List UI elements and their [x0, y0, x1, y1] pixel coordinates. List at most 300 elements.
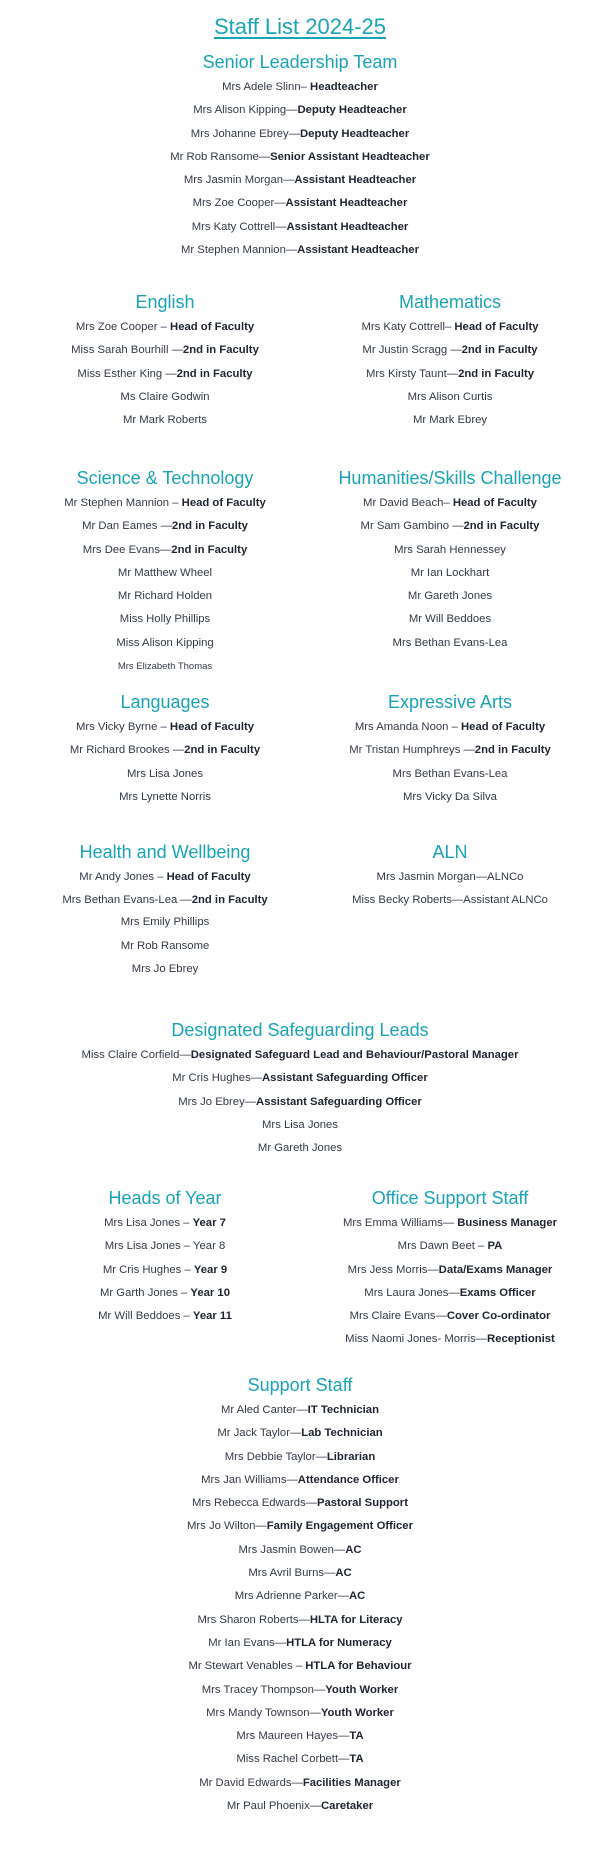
- staff-entry: [30, 515, 300, 538]
- staff-name: Mrs Maureen Hayes: [236, 1730, 339, 1743]
- separator: —: [460, 744, 475, 757]
- staff-name: Mrs Rebecca Edwards: [192, 1497, 306, 1510]
- separator: —: [427, 1263, 439, 1276]
- staff-entry: [30, 539, 300, 562]
- section-senior-leadership-team: [0, 50, 600, 262]
- separator: —: [338, 1730, 350, 1743]
- separator: –: [292, 1660, 306, 1673]
- staff-name: Mrs Elizabeth Thomas: [117, 661, 213, 673]
- separator: —: [337, 1590, 349, 1603]
- separator: —: [244, 1095, 257, 1108]
- staff-name: Mrs Jasmin Morgan—ALNCo: [376, 871, 524, 883]
- staff-role: Assistant Headteacher: [294, 174, 417, 187]
- section-heading: Office Support Staff: [371, 1188, 529, 1208]
- staff-role: 2nd in Faculty: [171, 520, 248, 533]
- separator: —: [286, 1473, 298, 1486]
- separator: —: [447, 344, 462, 357]
- staff-entry: [0, 1446, 600, 1469]
- staff-role: 2nd in Faculty: [191, 894, 268, 907]
- staff-role: 2nd in Faculty: [184, 744, 261, 757]
- staff-role: Business Manager: [457, 1217, 558, 1229]
- separator: –: [169, 497, 182, 509]
- staff-entry: [0, 1609, 600, 1632]
- staff-name: Mrs Jasmin Bowen: [238, 1543, 334, 1556]
- staff-name: Mr Sam Gambino: [360, 520, 450, 533]
- separator: —: [291, 1776, 303, 1789]
- separator: —: [446, 367, 459, 380]
- staff-entry: [0, 1137, 600, 1160]
- staff-role: Cover Co-ordinator: [446, 1310, 551, 1323]
- staff-role: Deputy Headteacher: [297, 104, 407, 117]
- separator: —: [285, 244, 298, 257]
- staff-name: Mrs Adele Slinn: [222, 81, 301, 93]
- staff-entry: [30, 585, 300, 608]
- staff-entry: [0, 99, 600, 122]
- staff-role: Attendance Officer: [297, 1473, 399, 1486]
- staff-name: Ms Claire Godwin: [120, 390, 210, 403]
- staff-entry: [0, 239, 600, 262]
- staff-role: Librarian: [326, 1450, 376, 1463]
- section-heads-of-year: [30, 1186, 300, 1328]
- staff-name: Mr Cris Hughes: [102, 1263, 182, 1276]
- staff-name: Mrs Adrienne Parker: [234, 1590, 338, 1603]
- staff-name: Mrs Jo Ebrey: [131, 962, 199, 975]
- staff-role: Receptionist: [487, 1333, 555, 1346]
- section-heading: Senior Leadership Team: [202, 52, 398, 72]
- separator: —: [298, 1613, 310, 1626]
- staff-name: Mr Justin Scragg: [362, 344, 448, 357]
- staff-name: Mrs Lisa Jones: [104, 1217, 181, 1229]
- staff-entry: [0, 1702, 600, 1725]
- staff-entry: [0, 1539, 600, 1562]
- staff-role: Facilities Manager: [302, 1776, 401, 1789]
- separator: –: [180, 1217, 193, 1229]
- staff-entry: [0, 1772, 600, 1795]
- staff-name: Mr Ian Evans: [208, 1636, 275, 1649]
- staff-name: Miss Claire Corfield: [81, 1049, 180, 1061]
- section-office-support-staff: [300, 1186, 600, 1352]
- staff-name: Mrs Bethan Evans-Lea: [62, 894, 178, 907]
- staff-entry: [0, 1795, 600, 1818]
- staff-entry: [300, 1305, 600, 1328]
- staff-entry: [0, 1748, 600, 1771]
- separator: —: [448, 1286, 460, 1299]
- staff-role: Head of Faculty: [169, 721, 255, 733]
- staff-entry: [300, 1235, 600, 1258]
- staff-role: Assistant Headteacher: [285, 197, 408, 210]
- separator: —: [283, 174, 295, 187]
- staff-role: HLTA for Literacy: [309, 1613, 403, 1626]
- staff-name: Mrs Bethan Evans-Lea: [392, 767, 508, 780]
- staff-role: 2nd in Faculty: [463, 520, 540, 533]
- staff-name: Mrs Lisa Jones: [262, 1118, 338, 1131]
- staff-name: Mrs Dee Evans: [82, 543, 160, 556]
- staff-role: Assistant Safeguarding Officer: [262, 1072, 428, 1085]
- staff-name: Mr Cris Hughes: [172, 1072, 251, 1085]
- staff-name: Mr Paul Phoenix: [226, 1800, 310, 1813]
- staff-role: Assistant Headteacher: [297, 244, 419, 257]
- section-designated-safeguarding-leads: [0, 1018, 600, 1160]
- staff-role: Youth Worker: [325, 1683, 399, 1696]
- staff-name: Mrs Debbie Taylor: [224, 1450, 316, 1463]
- staff-role: 2nd in Faculty: [176, 367, 253, 380]
- staff-entry: [300, 716, 600, 739]
- staff-entry: [0, 169, 600, 192]
- separator: —: [179, 1049, 191, 1061]
- staff-name: Mr Ian Lockhart: [410, 566, 490, 579]
- staff-role: Year 11: [192, 1310, 232, 1323]
- separator: —: [289, 1427, 302, 1440]
- staff-entry: [300, 1328, 600, 1351]
- staff-entry: [0, 76, 600, 99]
- staff-name: Mrs Zoe Cooper: [75, 321, 158, 333]
- section-heading: Humanities/Skills Challenge: [338, 468, 562, 488]
- staff-entry: [30, 386, 300, 409]
- separator: —: [296, 1404, 308, 1416]
- section-mathematics: [300, 290, 600, 432]
- staff-name: Mr Rob Ransome: [120, 939, 210, 952]
- separator: –: [448, 721, 461, 733]
- staff-role: 2nd in Faculty: [474, 744, 551, 757]
- staff-name: Mr Andy Jones: [79, 871, 155, 883]
- staff-entry: [30, 1235, 300, 1258]
- staff-name: Miss Becky Roberts—Assistant ALNCo: [352, 894, 548, 907]
- staff-name: Mr Aled Canter: [221, 1404, 297, 1416]
- staff-role: Head of Faculty: [454, 321, 539, 333]
- staff-entry: [30, 608, 300, 631]
- staff-entry: [30, 911, 300, 934]
- staff-name: Mrs Kirsty Taunt: [365, 367, 447, 380]
- separator: –: [154, 871, 167, 883]
- staff-entry: [0, 1492, 600, 1515]
- staff-name: Mr Jack Taylor: [217, 1427, 290, 1440]
- separator: –: [474, 1240, 488, 1253]
- separator: —: [168, 344, 183, 357]
- staff-role: Head of Faculty: [461, 721, 546, 733]
- staff-name: Miss Alison Kipping: [116, 636, 214, 649]
- staff-entry: [300, 562, 600, 585]
- staff-role: IT Technician: [307, 1404, 379, 1416]
- staff-entry: [300, 632, 600, 655]
- staff-entry: [0, 1067, 600, 1090]
- staff-name: Mr Gareth Jones: [407, 590, 493, 603]
- staff-entry: [0, 1725, 600, 1748]
- section-heading: ALN: [432, 842, 468, 862]
- staff-entry: [300, 866, 600, 889]
- separator: —: [159, 543, 172, 556]
- separator: —: [309, 1800, 322, 1813]
- staff-entry: [0, 1562, 600, 1585]
- staff-name: Mrs Vicky Byrne: [75, 721, 158, 733]
- staff-entry: [0, 146, 600, 169]
- staff-name: Mrs Tracey Thompson: [201, 1683, 314, 1696]
- staff-role: Year 7: [192, 1217, 226, 1229]
- separator: –: [157, 321, 171, 333]
- staff-name: Mrs Jess Morris: [347, 1263, 428, 1276]
- staff-entry: [30, 632, 300, 655]
- staff-entry: [30, 409, 300, 432]
- section-heading: Expressive Arts: [387, 692, 513, 712]
- staff-name: Mrs Jan Williams: [201, 1473, 287, 1486]
- staff-entry: [0, 123, 600, 146]
- section-heading: Health and Wellbeing: [79, 842, 251, 862]
- section-science-technology: [30, 466, 300, 678]
- staff-entry: [0, 216, 600, 239]
- separator: —: [475, 1333, 488, 1346]
- staff-entry: [0, 1044, 600, 1067]
- staff-entry: [30, 1305, 300, 1328]
- staff-role: Assistant Safeguarding Officer: [256, 1095, 422, 1108]
- separator: –: [181, 1263, 194, 1276]
- section-expressive-arts: [300, 690, 600, 809]
- separator: —: [286, 104, 298, 117]
- staff-name: Mrs Sarah Hennessey: [394, 543, 506, 556]
- staff-role: Data/Exams Manager: [438, 1263, 553, 1276]
- separator: —: [435, 1310, 447, 1323]
- staff-name: Miss Naomi Jones- Morris: [345, 1333, 476, 1346]
- staff-role: Head of Faculty: [166, 871, 251, 883]
- staff-entry: [30, 866, 300, 889]
- staff-entry: [30, 763, 300, 786]
- staff-role: Deputy Headteacher: [300, 127, 410, 140]
- staff-name: Mr Stewart Venables: [188, 1660, 293, 1673]
- staff-entry: [30, 935, 300, 958]
- staff-entry: [30, 562, 300, 585]
- staff-entry: [30, 339, 300, 362]
- staff-role: Head of Faculty: [181, 497, 266, 509]
- staff-entry: [300, 585, 600, 608]
- separator: —: [177, 894, 192, 907]
- staff-name: Mr Stephen Mannion: [64, 497, 170, 509]
- staff-entry: [30, 716, 300, 739]
- staff-role: AC: [348, 1590, 366, 1603]
- staff-entry: [30, 958, 300, 981]
- staff-entry: [30, 1259, 300, 1282]
- staff-entry: [0, 192, 600, 215]
- staff-name: Mrs Bethan Evans-Lea: [392, 636, 508, 649]
- staff-entry: [300, 1212, 600, 1235]
- staff-entry: [300, 763, 600, 786]
- staff-entry: [0, 1422, 600, 1445]
- staff-name: Mr Matthew Wheel: [117, 566, 213, 579]
- section-heading: English: [135, 292, 195, 312]
- staff-name: Mr David Beach: [363, 497, 444, 509]
- staff-entry: [300, 1259, 600, 1282]
- staff-entry: [300, 539, 600, 562]
- staff-name: Mrs Vicky Da Silva: [403, 790, 497, 803]
- staff-name: Mrs Lisa Jones – Year 8: [104, 1240, 226, 1253]
- staff-name: Mrs Emily Phillips: [120, 916, 210, 929]
- staff-name: Mr Mark Ebrey: [412, 414, 488, 427]
- separator: —: [250, 1072, 263, 1085]
- staff-role: 2nd in Faculty: [182, 344, 259, 357]
- separator: —: [169, 744, 185, 757]
- staff-role: Designated Safeguard Lead and Behaviour/Pastoral Manager: [190, 1049, 519, 1061]
- staff-entry: [30, 316, 300, 339]
- staff-name: Mrs Claire Evans: [349, 1310, 436, 1323]
- separator: —: [274, 197, 286, 210]
- staff-entry: [0, 1091, 600, 1114]
- separator: —: [258, 150, 271, 163]
- staff-role: Head of Faculty: [452, 497, 537, 509]
- separator: —: [324, 1567, 336, 1580]
- staff-name: Mr Will Beddoes: [98, 1310, 181, 1323]
- staff-role: Senior Assistant Headteacher: [270, 150, 430, 163]
- staff-entry: [300, 786, 600, 809]
- staff-entry: [300, 316, 600, 339]
- staff-name: Mrs Sharon Roberts: [197, 1613, 299, 1626]
- staff-name: Mrs Jo Wilton: [187, 1520, 256, 1533]
- staff-role: HTLA for Behaviour: [305, 1660, 412, 1673]
- separator: —: [288, 127, 300, 140]
- staff-entry: [300, 492, 600, 515]
- staff-name: Mrs Lisa Jones: [127, 767, 203, 780]
- staff-name: Miss Rachel Corbett: [236, 1753, 339, 1766]
- staff-name: Miss Holly Phillips: [119, 613, 211, 626]
- staff-entry: [300, 386, 600, 409]
- staff-role: Headteacher: [310, 81, 378, 93]
- staff-entry: [30, 1282, 300, 1305]
- staff-entry: [0, 1655, 600, 1678]
- staff-name: Mrs Dawn Beet: [397, 1240, 475, 1253]
- staff-name: Mr Garth Jones: [100, 1286, 178, 1299]
- staff-role: Year 10: [190, 1286, 230, 1299]
- staff-role: AC: [335, 1567, 352, 1580]
- staff-name: Mr Mark Roberts: [122, 414, 208, 427]
- staff-name: Mr Rob Ransome: [170, 150, 259, 163]
- staff-entry: [30, 492, 300, 515]
- separator: —: [309, 1706, 321, 1719]
- staff-entry: [300, 889, 600, 912]
- staff-name: Mrs Katy Cottrell: [361, 321, 445, 333]
- staff-role: Assistant Headteacher: [286, 220, 409, 233]
- staff-name: Mr Gareth Jones: [257, 1142, 343, 1155]
- staff-role: PA: [487, 1240, 503, 1253]
- staff-name: Mrs Jo Ebrey: [178, 1095, 245, 1108]
- separator: –: [157, 721, 170, 733]
- staff-role: TA: [349, 1753, 364, 1766]
- staff-entry: [0, 1632, 600, 1655]
- staff-role: Lab Technician: [301, 1427, 383, 1440]
- staff-role: 2nd in Faculty: [171, 543, 248, 556]
- staff-role: 2nd in Faculty: [461, 344, 538, 357]
- staff-entry: [0, 1515, 600, 1538]
- staff-name: Mrs Laura Jones: [364, 1286, 449, 1299]
- separator: —: [338, 1753, 350, 1766]
- staff-entry: [300, 608, 600, 631]
- separator: —: [442, 1217, 458, 1229]
- staff-name: Mrs Lynette Norris: [119, 790, 211, 803]
- section-heading: Science & Technology: [76, 468, 254, 488]
- staff-entry: [300, 515, 600, 538]
- staff-entry: [30, 786, 300, 809]
- staff-entry: [300, 339, 600, 362]
- staff-name: Miss Sarah Bourhill: [71, 344, 169, 357]
- staff-entry: [300, 1282, 600, 1305]
- staff-name: Mr Will Beddoes: [408, 613, 492, 626]
- separator: —: [333, 1543, 346, 1556]
- section-aln: [300, 840, 600, 913]
- section-heading: Languages: [120, 692, 210, 712]
- section-heading: Heads of Year: [108, 1188, 222, 1208]
- separator: —: [315, 1450, 327, 1463]
- staff-entry: [30, 363, 300, 386]
- staff-entry: [30, 739, 300, 762]
- staff-role: TA: [349, 1730, 364, 1743]
- staff-name: Miss Esther King: [77, 367, 163, 380]
- staff-name: Mrs Emma Williams: [342, 1217, 443, 1229]
- separator: —: [157, 520, 172, 533]
- staff-name: Mr Dan Eames: [82, 520, 158, 533]
- staff-entry: [30, 1212, 300, 1235]
- staff-name: Mrs Amanda Noon: [354, 721, 449, 733]
- staff-name: Mrs Alison Kipping: [193, 104, 287, 117]
- staff-name: Mr David Edwards: [199, 1776, 292, 1789]
- staff-entry: [0, 1399, 600, 1422]
- staff-name: Mrs Avril Burns: [248, 1567, 325, 1580]
- separator: —: [274, 1636, 287, 1649]
- staff-name: Mrs Katy Cottrell: [191, 220, 276, 233]
- section-humanities-skills-challenge: [300, 466, 600, 655]
- staff-role: Caretaker: [321, 1800, 374, 1813]
- separator: –: [177, 1286, 191, 1299]
- staff-role: Youth Worker: [320, 1706, 394, 1719]
- staff-name: Mrs Mandy Townson: [206, 1706, 310, 1719]
- staff-name: Mrs Alison Curtis: [407, 390, 493, 403]
- staff-role: Family Engagement Officer: [266, 1520, 413, 1533]
- separator: –: [180, 1310, 193, 1323]
- staff-name: Mrs Johanne Ebrey: [190, 127, 289, 140]
- separator: —: [305, 1497, 317, 1510]
- staff-name: Mr Richard Brookes: [69, 744, 170, 757]
- separator: –: [444, 321, 455, 333]
- separator: —: [275, 220, 287, 233]
- staff-name: Mrs Zoe Cooper: [192, 197, 275, 210]
- staff-entry: [300, 739, 600, 762]
- separator: –: [300, 81, 311, 93]
- separator: —: [162, 367, 177, 380]
- staff-entry: [0, 1114, 600, 1137]
- staff-role: Pastoral Support: [316, 1497, 408, 1510]
- staff-role: Year 9: [193, 1263, 228, 1276]
- section-support-staff: [0, 1373, 600, 1818]
- section-heading: Designated Safeguarding Leads: [171, 1020, 429, 1040]
- staff-entry: [300, 409, 600, 432]
- staff-role: AC: [345, 1543, 362, 1556]
- staff-name: Mrs Jasmin Morgan: [183, 174, 284, 187]
- staff-name: Mr Stephen Mannion: [181, 244, 286, 257]
- staff-role: Head of Faculty: [170, 321, 255, 333]
- staff-role: Exams Officer: [459, 1286, 536, 1299]
- separator: —: [313, 1683, 326, 1696]
- section-languages: [30, 690, 300, 809]
- staff-entry: [0, 1679, 600, 1702]
- staff-name: Mr Tristan Humphreys: [349, 744, 461, 757]
- section-heading: Support Staff: [247, 1375, 353, 1395]
- staff-entry: [0, 1585, 600, 1608]
- staff-entry: [300, 363, 600, 386]
- staff-name: Mr Richard Holden: [117, 590, 213, 603]
- section-english: [30, 290, 300, 432]
- staff-role: 2nd in Faculty: [458, 367, 535, 380]
- page-title: Staff List 2024-25: [213, 14, 387, 39]
- staff-role: HTLA for Numeracy: [286, 1636, 392, 1649]
- section-health-and-wellbeing: [30, 840, 300, 981]
- section-heading: Mathematics: [398, 292, 502, 312]
- staff-entry: [30, 655, 300, 678]
- separator: –: [443, 497, 453, 509]
- staff-entry: [30, 889, 300, 911]
